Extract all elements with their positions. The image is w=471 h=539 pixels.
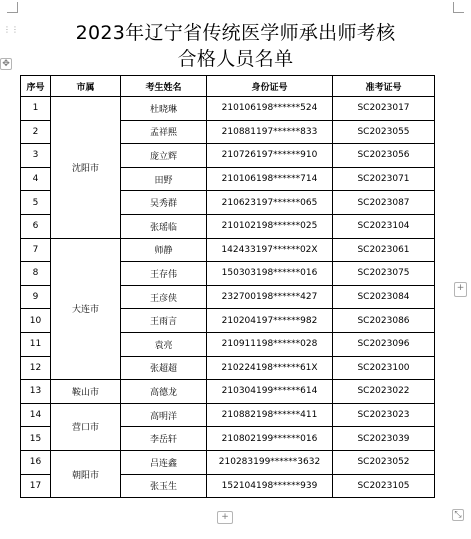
row-exam-number: SC2023055 xyxy=(333,120,435,144)
row-serial: 4 xyxy=(21,167,51,191)
row-serial: 10 xyxy=(21,309,51,333)
row-id-number: 210623197******065 xyxy=(207,191,333,215)
row-name: 张超超 xyxy=(121,356,207,380)
row-serial: 9 xyxy=(21,285,51,309)
row-exam-number: SC2023056 xyxy=(333,144,435,168)
resize-icon[interactable]: ⤡ xyxy=(452,509,464,521)
row-exam-number: SC2023023 xyxy=(333,403,435,427)
row-exam-number: SC2023017 xyxy=(333,97,435,121)
row-exam-number: SC2023096 xyxy=(333,332,435,356)
table-row xyxy=(21,238,435,262)
drag-dots-icon[interactable]: ⋮⋮ xyxy=(3,25,19,34)
header-city: 市属 xyxy=(51,76,121,97)
table-row xyxy=(21,403,435,427)
row-name: 王雨言 xyxy=(121,309,207,333)
row-city: 朝阳市 xyxy=(51,450,121,497)
header-id-number: 身份证号 xyxy=(207,76,333,97)
table-row xyxy=(21,450,435,474)
row-serial: 5 xyxy=(21,191,51,215)
row-id-number: 210106198******714 xyxy=(207,167,333,191)
row-id-number: 210882198******411 xyxy=(207,403,333,427)
row-exam-number: SC2023086 xyxy=(333,309,435,333)
results-table xyxy=(20,75,435,498)
add-row-icon[interactable]: + xyxy=(217,511,233,524)
row-city: 沈阳市 xyxy=(51,97,121,239)
row-exam-number: SC2023105 xyxy=(333,474,435,498)
row-name: 孟祥熙 xyxy=(121,120,207,144)
page-title: 2023年辽宁省传统医学师承出师考核 xyxy=(75,22,396,44)
row-name: 吴秀群 xyxy=(121,191,207,215)
row-name: 张玉生 xyxy=(121,474,207,498)
row-serial: 14 xyxy=(21,403,51,427)
header-serial: 序号 xyxy=(21,76,51,97)
row-serial: 17 xyxy=(21,474,51,498)
row-name: 袁亮 xyxy=(121,332,207,356)
row-name: 张瑶临 xyxy=(121,214,207,238)
row-id-number: 210102198******025 xyxy=(207,214,333,238)
row-id-number: 210106198******524 xyxy=(207,97,333,121)
add-column-icon[interactable]: + xyxy=(454,282,467,297)
row-exam-number: SC2023084 xyxy=(333,285,435,309)
row-exam-number: SC2023075 xyxy=(333,262,435,286)
row-city: 大连市 xyxy=(51,238,121,380)
row-exam-number: SC2023100 xyxy=(333,356,435,380)
row-exam-number: SC2023052 xyxy=(333,450,435,474)
row-name: 高德龙 xyxy=(121,380,207,404)
row-id-number: 210911198******028 xyxy=(207,332,333,356)
row-serial: 15 xyxy=(21,427,51,451)
row-id-number: 152104198******939 xyxy=(207,474,333,498)
row-serial: 8 xyxy=(21,262,51,286)
row-serial: 1 xyxy=(21,97,51,121)
row-name: 杜晓琳 xyxy=(121,97,207,121)
row-name: 王彦侠 xyxy=(121,285,207,309)
row-name: 吕连鑫 xyxy=(121,450,207,474)
table-move-handle-icon[interactable]: ✥ xyxy=(0,58,12,70)
row-id-number: 210802199******016 xyxy=(207,427,333,451)
row-serial: 12 xyxy=(21,356,51,380)
row-exam-number: SC2023039 xyxy=(333,427,435,451)
header-exam-number: 准考证号 xyxy=(333,76,435,97)
row-serial: 3 xyxy=(21,144,51,168)
row-serial: 7 xyxy=(21,238,51,262)
row-exam-number: SC2023061 xyxy=(333,238,435,262)
row-serial: 13 xyxy=(21,380,51,404)
row-id-number: 210304199******614 xyxy=(207,380,333,404)
row-serial: 2 xyxy=(21,120,51,144)
row-id-number: 210204197******982 xyxy=(207,309,333,333)
row-id-number: 210283199******3632 xyxy=(207,450,333,474)
table-header-row xyxy=(21,76,435,97)
table-row xyxy=(21,380,435,404)
header-name: 考生姓名 xyxy=(121,76,207,97)
table-body xyxy=(21,97,435,498)
row-id-number: 142433197******02X xyxy=(207,238,333,262)
row-name: 王存伟 xyxy=(121,262,207,286)
row-name: 师静 xyxy=(121,238,207,262)
row-exam-number: SC2023087 xyxy=(333,191,435,215)
row-id-number: 210726197******910 xyxy=(207,144,333,168)
row-id-number: 210881197******833 xyxy=(207,120,333,144)
table-row xyxy=(21,97,435,121)
row-name: 高明洋 xyxy=(121,403,207,427)
page-corner-mark-right xyxy=(453,2,464,13)
row-exam-number: SC2023022 xyxy=(333,380,435,404)
row-id-number: 150303198******016 xyxy=(207,262,333,286)
page-subtitle: 合格人员名单 xyxy=(177,48,294,70)
row-id-number: 232700198******427 xyxy=(207,285,333,309)
row-name: 李岳轩 xyxy=(121,427,207,451)
row-serial: 6 xyxy=(21,214,51,238)
row-serial: 11 xyxy=(21,332,51,356)
row-exam-number: SC2023104 xyxy=(333,214,435,238)
row-serial: 16 xyxy=(21,450,51,474)
page-corner-mark-left xyxy=(7,2,18,13)
row-name: 庞立辉 xyxy=(121,144,207,168)
row-city: 营口市 xyxy=(51,403,121,450)
row-name: 田野 xyxy=(121,167,207,191)
row-id-number: 210224198******61X xyxy=(207,356,333,380)
row-city: 鞍山市 xyxy=(51,380,121,404)
row-exam-number: SC2023071 xyxy=(333,167,435,191)
